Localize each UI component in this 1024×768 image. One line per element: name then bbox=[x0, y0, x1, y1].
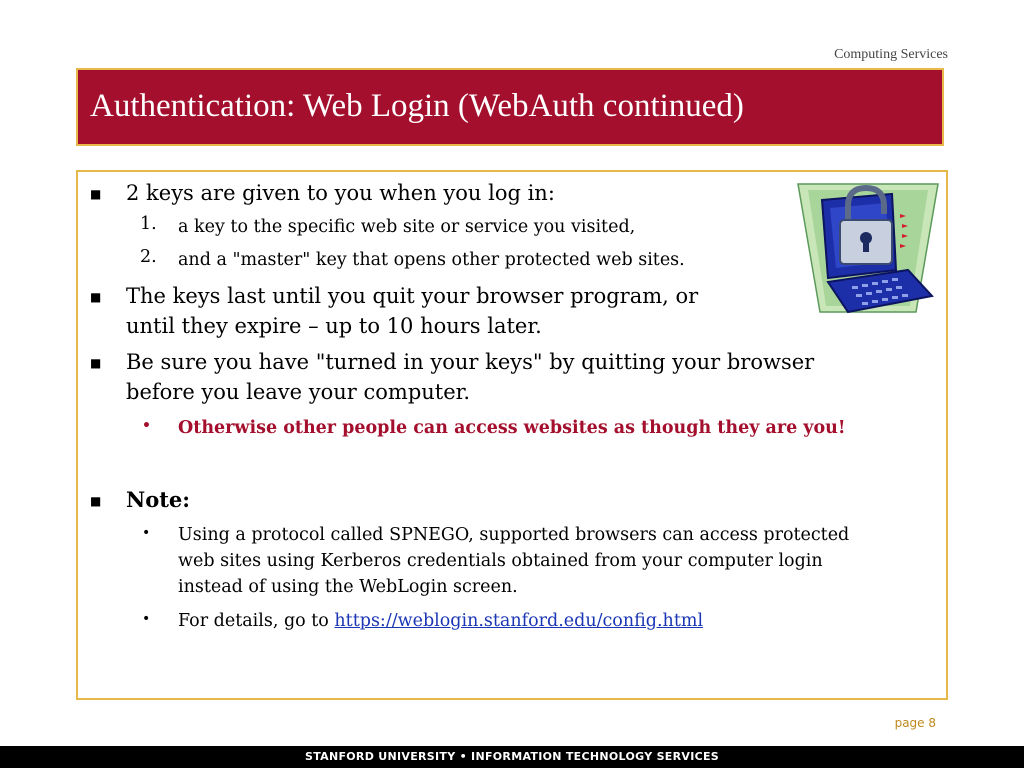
bullet-turn-in-keys bbox=[78, 347, 946, 407]
bullet-note bbox=[78, 485, 946, 515]
details-line bbox=[178, 608, 703, 634]
sub-text-line2: web sites using Kerberos credentials obtained from your computer login bbox=[178, 551, 823, 571]
warning-text: Otherwise other people can access websites as though they are you! bbox=[178, 418, 846, 438]
warning-sub-bullet bbox=[78, 415, 946, 441]
dot-bullet-icon: • bbox=[142, 418, 151, 434]
square-bullet-icon: ■ bbox=[90, 494, 102, 508]
square-bullet-icon: ■ bbox=[90, 187, 102, 201]
details-prefix: For details, go to bbox=[178, 611, 335, 631]
bullet-text-line2: until they expire – up to 10 hours later. bbox=[126, 314, 542, 338]
config-link[interactable]: https://weblogin.stanford.edu/config.html bbox=[334, 611, 704, 631]
dot-bullet-icon: • bbox=[142, 611, 151, 627]
org-label: Computing Services bbox=[834, 47, 948, 62]
item-number: 2. bbox=[140, 247, 157, 267]
note-heading: Note: bbox=[126, 487, 191, 512]
bullet-text-line1: Be sure you have "turned in your keys" by quitting your browser bbox=[126, 350, 815, 374]
sub-text-line3: instead of using the WebLogin screen. bbox=[178, 577, 518, 597]
item-text: and a "master" key that opens other protected web sites. bbox=[178, 250, 685, 270]
sub-text-line1: Using a protocol called SPNEGO, supported browsers can access protected bbox=[178, 525, 850, 545]
square-bullet-icon: ■ bbox=[90, 356, 102, 370]
dot-bullet-icon: • bbox=[142, 525, 151, 541]
square-bullet-icon: ■ bbox=[90, 290, 102, 304]
bullet-text-line1: The keys last until you quit your browser program, or bbox=[126, 284, 699, 308]
details-sub-bullet bbox=[78, 608, 946, 634]
page-number: page 8 bbox=[894, 716, 936, 730]
computer-lock-icon bbox=[792, 178, 944, 318]
footer-banner: STANFORD UNIVERSITY • INFORMATION TECHNOLOGY SERVICES bbox=[0, 746, 1024, 768]
bullet-text: 2 keys are given to you when you log in: bbox=[126, 181, 555, 205]
page-title: Authentication: Web Login (WebAuth continued) bbox=[90, 88, 744, 124]
title-bar bbox=[76, 68, 944, 146]
bullet-text-line2: before you leave your computer. bbox=[126, 380, 471, 404]
item-text: a key to the specific web site or service you visited, bbox=[178, 217, 636, 237]
item-number: 1. bbox=[140, 214, 157, 234]
spnego-sub-bullet bbox=[78, 522, 946, 600]
